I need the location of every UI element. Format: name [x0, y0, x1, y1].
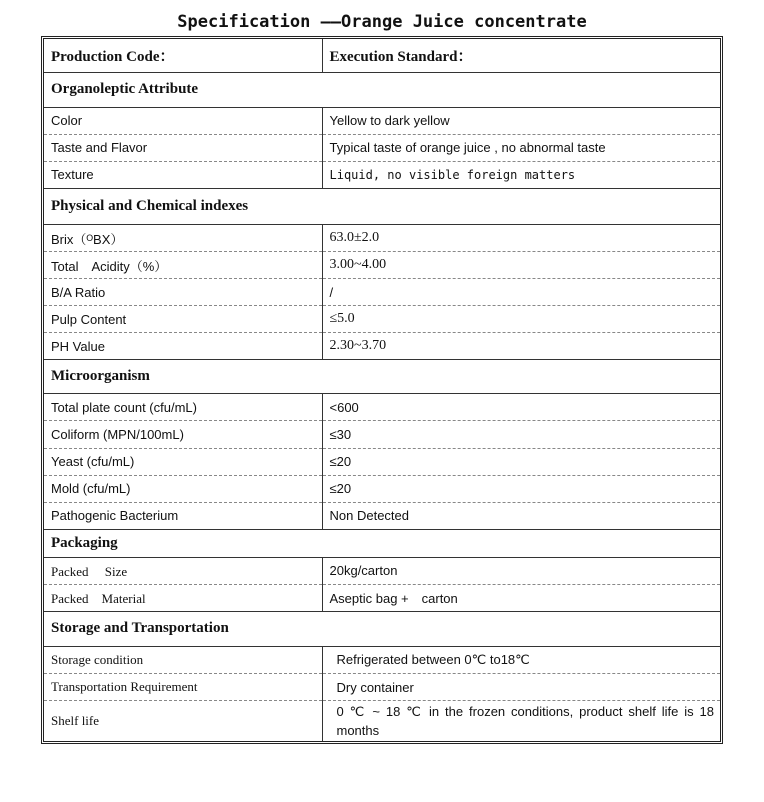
row-value: ≤30 — [322, 421, 720, 448]
row-value: ≤5.0 — [322, 306, 720, 333]
row-label: Shelf life — [51, 713, 100, 729]
table-row — [44, 701, 720, 741]
table-row — [44, 333, 720, 360]
section-title: Storage and Transportation — [44, 611, 720, 646]
section-title: Organoleptic Attribute — [44, 72, 720, 107]
row-value: Yellow to dark yellow — [322, 107, 720, 134]
specification-table — [41, 36, 723, 744]
row-value: Liquid, no visible foreign matters — [322, 161, 720, 188]
table-row — [44, 224, 720, 251]
row-label: Pulp Content — [44, 306, 322, 333]
table-row — [44, 252, 720, 279]
table-row — [44, 161, 720, 188]
execution-standard-label: Execution Standard： — [322, 39, 720, 72]
table-row — [44, 557, 720, 584]
table-row — [44, 279, 720, 306]
header-row — [44, 39, 720, 72]
row-value: Non Detected — [322, 502, 720, 529]
row-value: Refrigerated between 0℃ to18℃ — [322, 646, 720, 673]
row-label: B/A Ratio — [44, 279, 322, 306]
section-storage-transportation — [44, 611, 720, 646]
row-label: PH Value — [44, 333, 322, 360]
table-row — [44, 394, 720, 421]
section-organoleptic — [44, 72, 720, 107]
row-label: Transportation Requirement — [44, 674, 322, 701]
table-row — [44, 475, 720, 502]
row-value: 20kg/carton — [322, 557, 720, 584]
row-value: 3.00~4.00 — [322, 252, 720, 279]
table-row — [44, 306, 720, 333]
table-row — [44, 107, 720, 134]
row-value: 63.0±2.0 — [322, 224, 720, 251]
table-row — [44, 584, 720, 611]
row-value: ≤20 — [322, 475, 720, 502]
row-value: Typical taste of orange juice , no abnormal taste — [322, 134, 720, 161]
row-value: Dry container — [322, 674, 720, 701]
row-label: Yeast (cfu/mL) — [44, 448, 322, 475]
table-row — [44, 674, 720, 701]
row-value: / — [322, 279, 720, 306]
section-title: Microorganism — [44, 360, 720, 394]
table-row — [44, 448, 720, 475]
row-label: Storage condition — [44, 646, 322, 673]
row-label: Taste and Flavor — [44, 134, 322, 161]
row-label: Pathogenic Bacterium — [44, 502, 322, 529]
row-label: Total plate count (cfu/mL) — [44, 394, 322, 421]
document-title: Specification ——Orange Juice concentrate — [177, 12, 587, 32]
table-row — [44, 134, 720, 161]
row-label: Total Acidity（%） — [44, 252, 322, 279]
row-label: Coliform (MPN/100mL) — [44, 421, 322, 448]
row-label: Brix（ᴼBX） — [44, 224, 322, 251]
row-label: Color — [44, 107, 322, 134]
section-physical-chemical — [44, 188, 720, 224]
table-row — [44, 421, 720, 448]
table-row — [44, 646, 720, 673]
section-microorganism — [44, 360, 720, 394]
section-title: Physical and Chemical indexes — [44, 188, 720, 224]
table-row — [44, 502, 720, 529]
row-value: 0 ℃ ~ 18 ℃ in the frozen conditions, product shelf life is 18 months — [322, 701, 720, 741]
row-label: Packed Material — [44, 584, 322, 611]
row-value: Aseptic bag + carton — [322, 584, 720, 611]
row-label: Mold (cfu/mL) — [44, 475, 322, 502]
production-code-label: Production Code： — [44, 39, 322, 72]
section-title: Packaging — [44, 529, 720, 557]
row-value: 2.30~3.70 — [322, 333, 720, 360]
row-label: Packed Size — [44, 557, 322, 584]
row-value: <600 — [322, 394, 720, 421]
row-label: Texture — [44, 161, 322, 188]
row-value: ≤20 — [322, 448, 720, 475]
section-packaging — [44, 529, 720, 557]
